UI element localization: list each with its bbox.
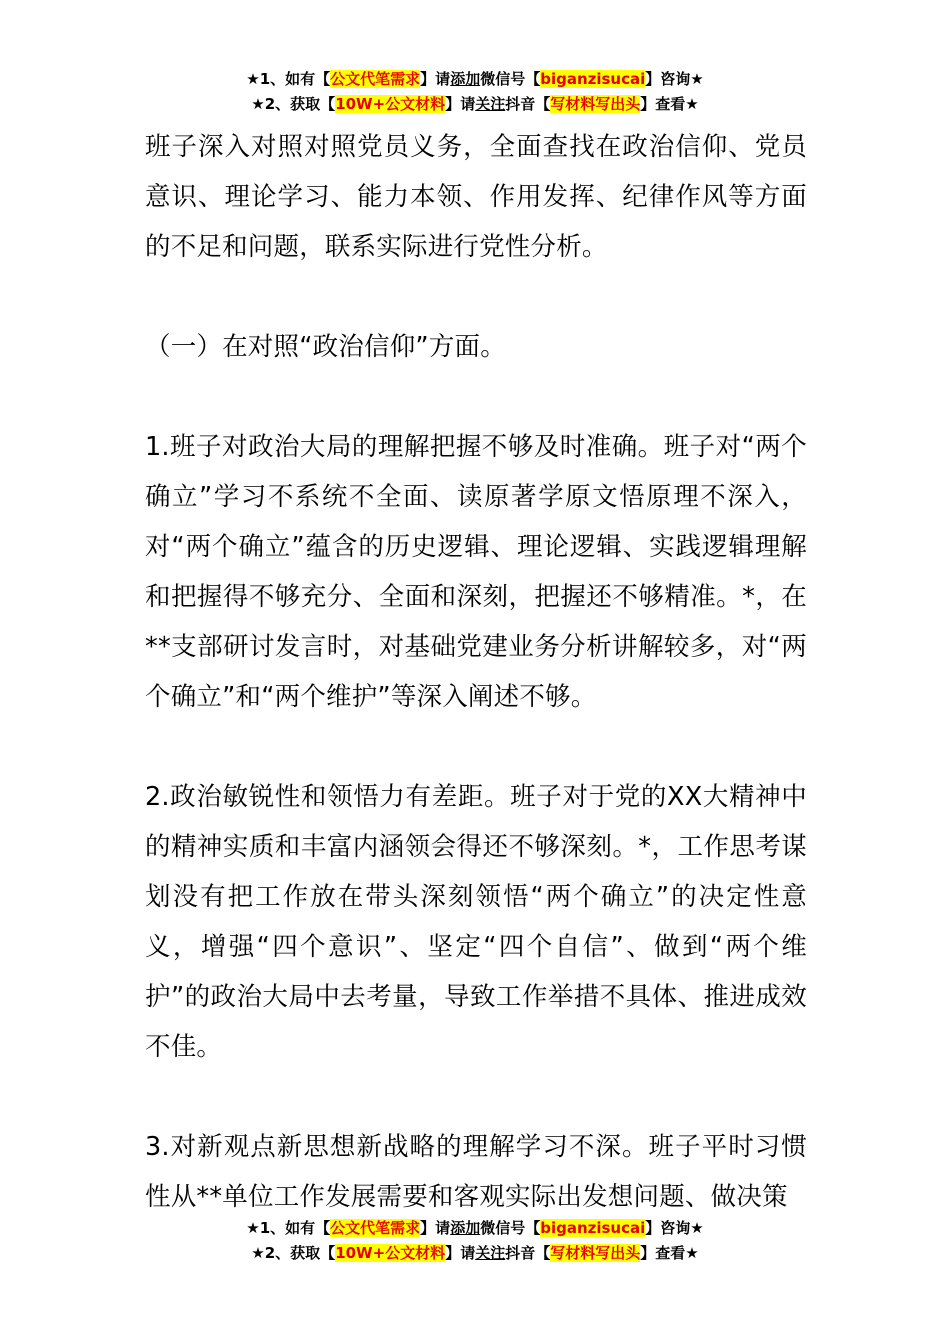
footer-banner [0, 1216, 950, 1266]
banner-highlight: 写材料写出头 [550, 95, 641, 113]
section-heading: （一）在对照“政治信仰”方面。 [145, 332, 506, 362]
banner-line-1: ★1、如有【公文代笔需求】请添加微信号【biganzisucai】咨询★ [246, 1219, 704, 1237]
paragraph-item-3: 3.对新观点新思想新战略的理解学习不深。班子平时习惯性从**单位工作发展需要和客观实际出发想问题、做决策 [145, 1132, 807, 1212]
banner-highlight: 10W+公文材料 [335, 1244, 446, 1262]
paragraph-item-2: 2.政治敏锐性和领悟力有差距。班子对于党的XX大精神中的精神实质和丰富内涵领会得还不够深刻。*，工作思考谋划没有把工作放在带头深刻领悟“两个确立”的决定性意义，增强“四个意识”、坚定“四个自信”、做到“两个维护”的政治大局中去考量，导致工作举措不具体、推进成效不佳。 [145, 782, 807, 1062]
banner-highlight: biganzisucai [540, 70, 646, 88]
banner-highlight: 10W+公文材料 [335, 95, 446, 113]
paragraph-item-1: 1.班子对政治大局的理解把握不够及时准确。班子对“两个确立”学习不系统不全面、读原著学原文悟原理不深入，对“两个确立”蕴含的历史逻辑、理论逻辑、实践逻辑理解和把握得不够充分、全面和深刻，把握还不够精准。*，在**支部研讨发言时，对基础党建业务分析讲解较多，对“两个确立”和“两个维护”等深入阐述不够。 [145, 432, 807, 712]
banner-line-1: ★1、如有【公文代笔需求】请添加微信号【biganzisucai】咨询★ [246, 70, 704, 88]
banner-highlight: biganzisucai [540, 1219, 646, 1237]
paragraph-intro: 班子深入对照对照党员义务，全面查找在政治信仰、党员意识、理论学习、能力本领、作用发挥、纪律作风等方面的不足和问题，联系实际进行党性分析。 [145, 132, 807, 262]
banner-highlight: 公文代笔需求 [330, 1219, 421, 1237]
banner-highlight: 公文代笔需求 [330, 70, 421, 88]
banner-line-2: ★2、获取【10W+公文材料】请关注抖音【写材料写出头】查看★ [251, 1244, 699, 1262]
banner-line-2: ★2、获取【10W+公文材料】请关注抖音【写材料写出头】查看★ [251, 95, 699, 113]
banner-highlight: 写材料写出头 [550, 1244, 641, 1262]
header-banner [0, 67, 950, 117]
document-body [145, 122, 807, 1272]
